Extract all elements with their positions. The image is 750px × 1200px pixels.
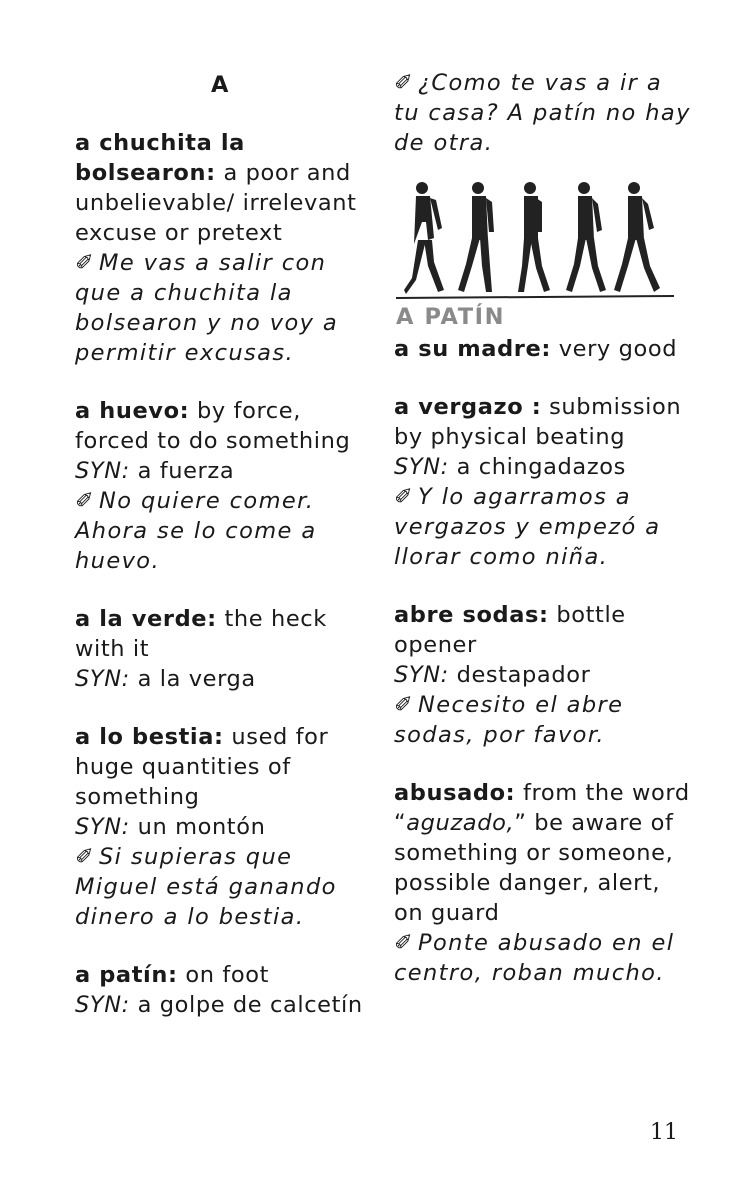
example-text: Y lo agarramos a vergazos y empezó a llorar como niña. [394,484,661,570]
synonym-text: un montón [129,814,266,840]
entry-headword: a chuchita la bolsearon: [75,130,245,186]
entry-definition: submission by physical beating [394,394,682,450]
synonym-label: SYN: [75,458,130,484]
entry [75,604,365,694]
entry [394,600,694,750]
entry-headword: a la verde: [75,606,217,632]
synonym-label: SYN: [394,454,449,480]
example-text: No quiere comer. Ahora se lo come a huevo. [75,488,317,574]
walking-figure [518,182,550,292]
example-text: Necesito el abre sodas, por favor. [394,692,624,748]
walking-figure [404,182,444,294]
example-text: Si supieras que Miguel está ganando dinero a lo bestia. [75,844,337,930]
entry-example [394,930,674,986]
synonym-text: a chingadazos [448,454,626,480]
example-text: ¿Como te vas a ir a tu casa? A patín no hay de otra. [394,70,691,156]
entry-definition-b: ” be aware of something or someone, possible danger, alert, on guard [394,810,674,926]
entry-definition: on foot [177,962,269,988]
pencil-icon: ✐ [394,484,415,510]
left-column [75,68,365,1048]
synonym-text: a fuerza [129,458,235,484]
synonym-label: SYN: [394,662,449,688]
section-letter: A [210,72,229,98]
entry-example [394,70,691,156]
entry-definition-italic: aguzado, [406,810,515,836]
entry-example [75,250,338,366]
entry [394,334,694,364]
entry-headword: a lo bestia: [75,724,224,750]
walking-figure [614,182,660,292]
page-number: 11 [650,1120,678,1145]
walking-figures-illustration [394,172,676,304]
continued-example [394,68,694,158]
pencil-icon: ✐ [394,692,415,718]
synonym-label: SYN: [75,814,130,840]
entry-definition: very good [550,336,678,362]
entry-headword: a patín: [75,962,178,988]
pencil-icon: ✐ [75,250,96,276]
entry [75,960,365,1020]
synonym-text: a golpe de calcetín [129,992,363,1018]
pencil-icon: ✐ [75,844,96,870]
entry [394,392,694,572]
example-text: Me vas a salir con que a chuchita la bolsearon y no voy a permitir excusas. [75,250,339,366]
pencil-icon: ✐ [394,930,415,956]
figure-caption: A PATÍN [396,304,506,330]
entry-headword: a huevo: [75,398,190,424]
synonym-label: SYN: [75,666,130,692]
entry [75,722,365,932]
pencil-icon: ✐ [394,70,415,96]
walking-figure [458,182,494,292]
entry-definition: bottle opener [394,602,626,658]
entry-headword: a su madre: [394,336,551,362]
synonym-text: a la verga [129,666,256,692]
example-text: Ponte abusado en el centro, roban mucho. [394,930,675,986]
entry [394,778,694,988]
entry-definition: used for huge quantities of something [75,724,329,810]
entry [75,128,365,368]
entry-example [75,488,317,574]
entry-headword: abusado: [394,780,516,806]
entry [75,396,365,576]
entry-example [394,484,660,570]
entry-example [394,692,623,748]
entry-definition: the heck with it [75,606,327,662]
walking-figure [566,182,606,292]
synonym-label: SYN: [75,992,130,1018]
entry-headword: a vergazo : [394,394,542,420]
right-column [394,68,694,1016]
entry-definition: a poor and unbelievable/ irrelevant excuse or pretext [75,160,357,246]
entry-definition-a: from the word “ [394,780,690,836]
entry-example [75,844,337,930]
entry-definition: by force, forced to do something [75,398,351,454]
synonym-text: destapador [448,662,591,688]
entry-headword: abre sodas: [394,602,549,628]
pencil-icon: ✐ [75,488,96,514]
